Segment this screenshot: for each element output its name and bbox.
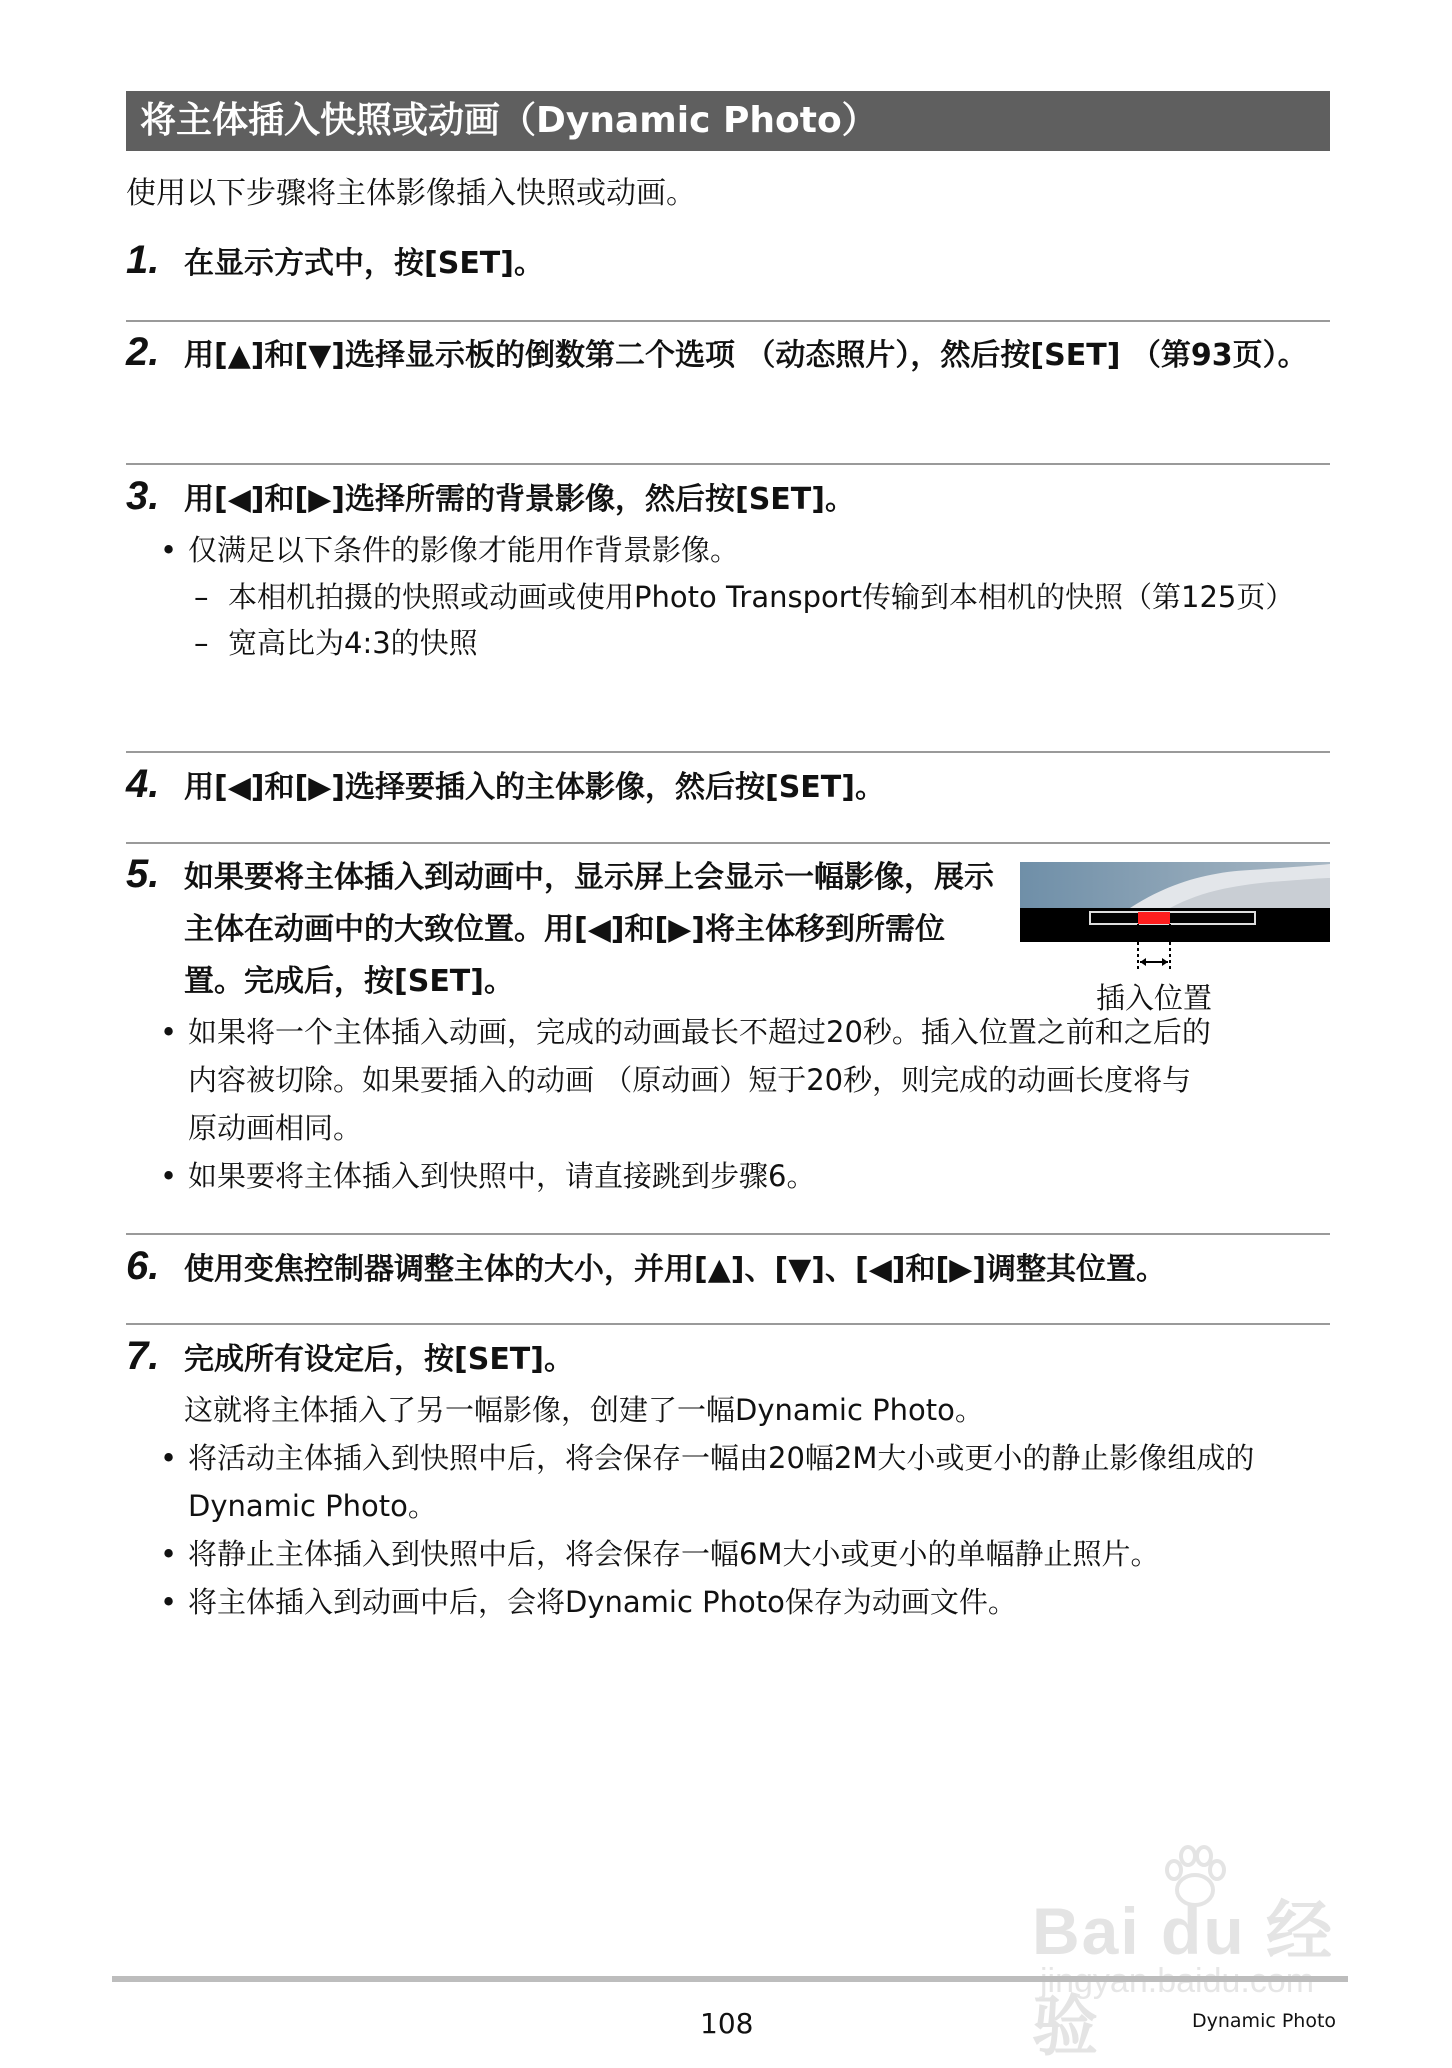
step-1 [126, 238, 1330, 290]
step-heading: 使用变焦控制器调整主体的大小，并用[▲]、[▼]、[◀]和[▶]调整其位置。 [184, 1252, 1166, 1287]
step-4 [126, 762, 1330, 814]
divider [126, 1233, 1330, 1235]
step-number: 3. [126, 474, 160, 518]
step-7 [126, 1334, 1330, 1626]
bullet-item: • 如果要将主体插入到快照中，请直接跳到步骤6。 [160, 1152, 1330, 1200]
bullet-dot: • [160, 1159, 178, 1193]
bullet-dot: • [160, 1537, 178, 1571]
figure-caption: 插入位置 [1096, 981, 1213, 1015]
step-number: 7. [126, 1334, 160, 1378]
step-heading: 完成所有设定后，按[SET]。 [184, 1342, 574, 1377]
bullet-item: • 将静止主体插入到快照中后，将会保存一幅6M大小或更小的单幅静止照片。 [160, 1530, 1330, 1578]
footer-rule [112, 1976, 1348, 1982]
step-heading: 用[▲]和[▼]选择显示板的倒数第二个选项 （动态照片），然后按[SET] （第93页）。 [184, 338, 1308, 373]
step-6 [126, 1244, 1330, 1296]
bullet-item: • 将活动主体插入到快照中后，将会保存一幅由20幅2M大小或更小的静止影像组成的Dynamic Photo。 [160, 1434, 1330, 1530]
bullet-item: • 仅满足以下条件的影像才能用作背景影像。 [160, 526, 1330, 574]
divider [126, 751, 1330, 753]
divider [126, 842, 1330, 844]
step-number: 2. [126, 330, 160, 374]
dash-mark: – [194, 580, 209, 614]
dash-mark: – [194, 626, 209, 660]
watermark-brand: Bai du 经验 [1032, 1894, 1335, 2063]
step-heading: 在显示方式中，按[SET]。 [184, 246, 544, 281]
page-number: 108 [700, 2007, 754, 2040]
bullet-dot: • [160, 1441, 178, 1475]
insert-marker [1138, 912, 1170, 924]
step-number: 5. [126, 852, 160, 896]
bullet-dot: • [160, 1015, 178, 1049]
footer-section-label: Dynamic Photo [1192, 2010, 1337, 2032]
sub-item: – 宽高比为4:3的快照 [194, 620, 1330, 666]
step-number: 6. [126, 1244, 160, 1288]
sub-item: – 本相机拍摄的快照或动画或使用Photo Transport传输到本相机的快照（第125页） [194, 574, 1330, 620]
bullet-dot: • [160, 1585, 178, 1619]
divider [126, 1323, 1330, 1325]
bullet-item: • 如果将一个主体插入动画，完成的动画最长不超过20秒。插入位置之前和之后的内容被切除。如果要插入的动画 （原动画）短于20秒，则完成的动画长度将与原动画相同。 [160, 1008, 1218, 1152]
step-heading: 用[◀]和[▶]选择所需的背景影像，然后按[SET]。 [184, 482, 855, 517]
step-2 [126, 330, 1330, 382]
step-number: 1. [126, 238, 160, 282]
step-heading: 如果要将主体插入到动画中，显示屏上会显示一幅影像，展示主体在动画中的大致位置。用[◀]和[▶]将主体移到所需位置。完成后，按[SET]。 [184, 860, 994, 999]
bullet-dot: • [160, 533, 178, 567]
step-description: 这就将主体插入了另一幅影像，创建了一幅Dynamic Photo。 [184, 1393, 984, 1427]
divider [126, 320, 1330, 322]
intro-text: 使用以下步骤将主体影像插入快照或动画。 [126, 176, 696, 211]
section-title: 将主体插入快照或动画（Dynamic Photo） [126, 91, 1330, 151]
divider [126, 463, 1330, 465]
bullet-item: • 将主体插入到动画中后，会将Dynamic Photo保存为动画文件。 [160, 1578, 1330, 1626]
step-heading: 用[◀]和[▶]选择要插入的主体影像，然后按[SET]。 [184, 770, 885, 805]
step-number: 4. [126, 762, 160, 806]
step-3 [126, 474, 1330, 666]
